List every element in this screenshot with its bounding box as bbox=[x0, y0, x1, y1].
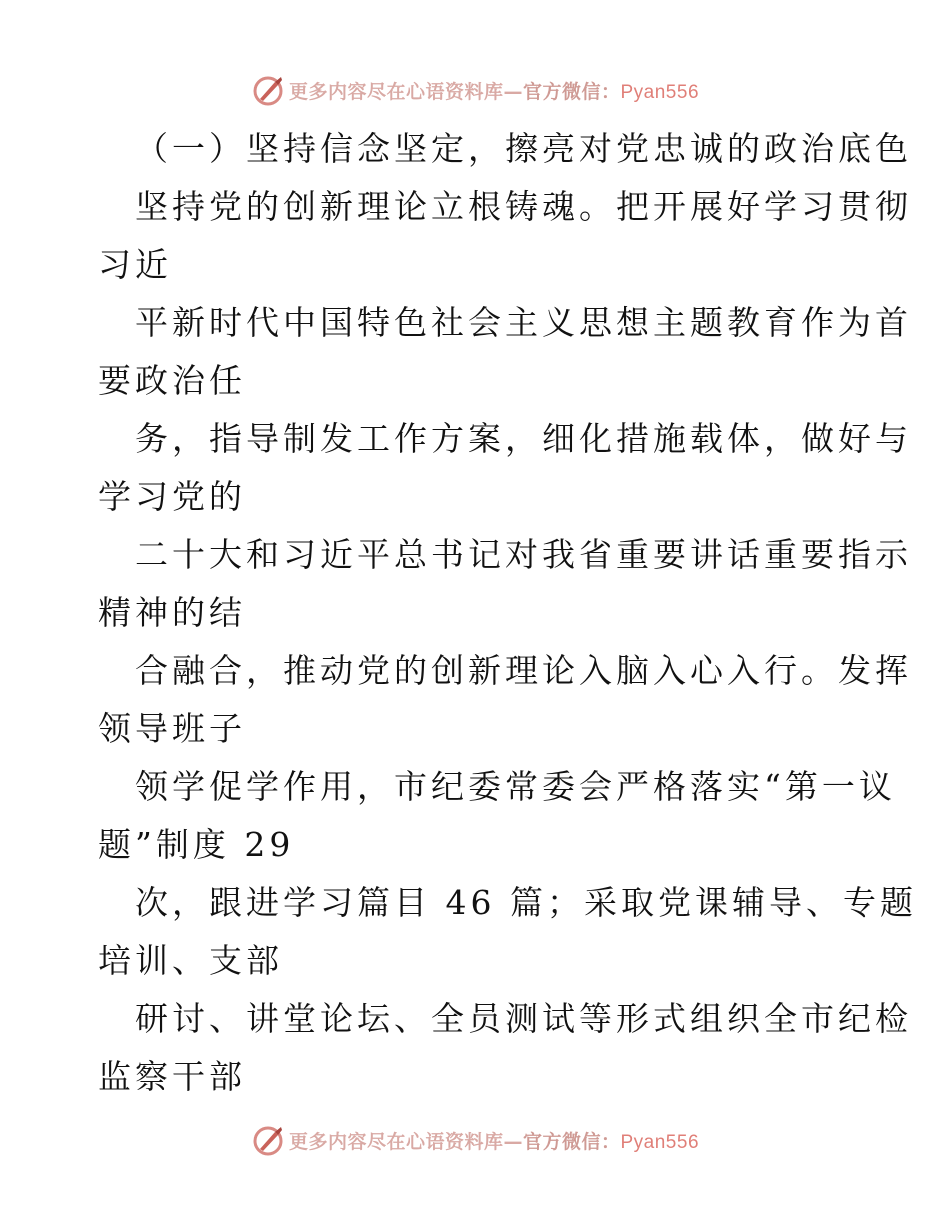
body-line: 合融合，推动党的创新理论入脑入心入行。发挥 bbox=[135, 651, 912, 690]
body-line: 学习党的 bbox=[98, 477, 246, 516]
watermark-text: 更多内容尽在心语资料库 bbox=[288, 1130, 504, 1153]
body-line: 务，指导制发工作方案，细化措施载体，做好与 bbox=[135, 419, 912, 458]
body-line: 题”制度 29 bbox=[98, 825, 295, 864]
watermark-account: Pyan556 bbox=[620, 81, 700, 103]
body-line: 次，跟进学习篇目 46 篇；采取党课辅导、专题 bbox=[135, 883, 917, 922]
body-line: 二十大和习近平总书记对我省重要讲话重要指示 bbox=[135, 535, 912, 574]
body-line: 习近 bbox=[98, 245, 172, 284]
footer-watermark bbox=[0, 1120, 950, 1160]
body-line: 坚持党的创新理论立根铸魂。把开展好学习贯彻 bbox=[135, 187, 912, 226]
watermark-dash: — bbox=[503, 80, 523, 103]
watermark-dash: — bbox=[503, 1130, 523, 1153]
body-line: 平新时代中国特色社会主义思想主题教育作为首 bbox=[135, 303, 912, 342]
body-line: 精神的结 bbox=[98, 593, 246, 632]
body-line: 研讨、讲堂论坛、全员测试等形式组织全市纪检 bbox=[135, 999, 912, 1038]
header-watermark bbox=[0, 70, 950, 110]
body-line: 培训、支部 bbox=[98, 941, 283, 980]
watermark-wechat-label: 官方微信： bbox=[522, 80, 621, 103]
quill-pen-logo-icon bbox=[251, 73, 285, 107]
body-line: 要政治任 bbox=[98, 361, 246, 400]
document-body bbox=[98, 120, 917, 1106]
watermark-account: Pyan556 bbox=[620, 1131, 700, 1153]
watermark-wechat-label: 官方微信： bbox=[522, 1130, 621, 1153]
body-line: 监察干部 bbox=[98, 1057, 246, 1096]
quill-pen-logo-icon bbox=[251, 1123, 285, 1157]
body-line: 领导班子 bbox=[98, 709, 246, 748]
watermark-text: 更多内容尽在心语资料库 bbox=[288, 80, 504, 103]
body-line: 领学促学作用，市纪委常委会严格落实“第一议 bbox=[135, 767, 896, 806]
body-line: （一）坚持信念坚定，擦亮对党忠诚的政治底色 bbox=[135, 129, 912, 168]
